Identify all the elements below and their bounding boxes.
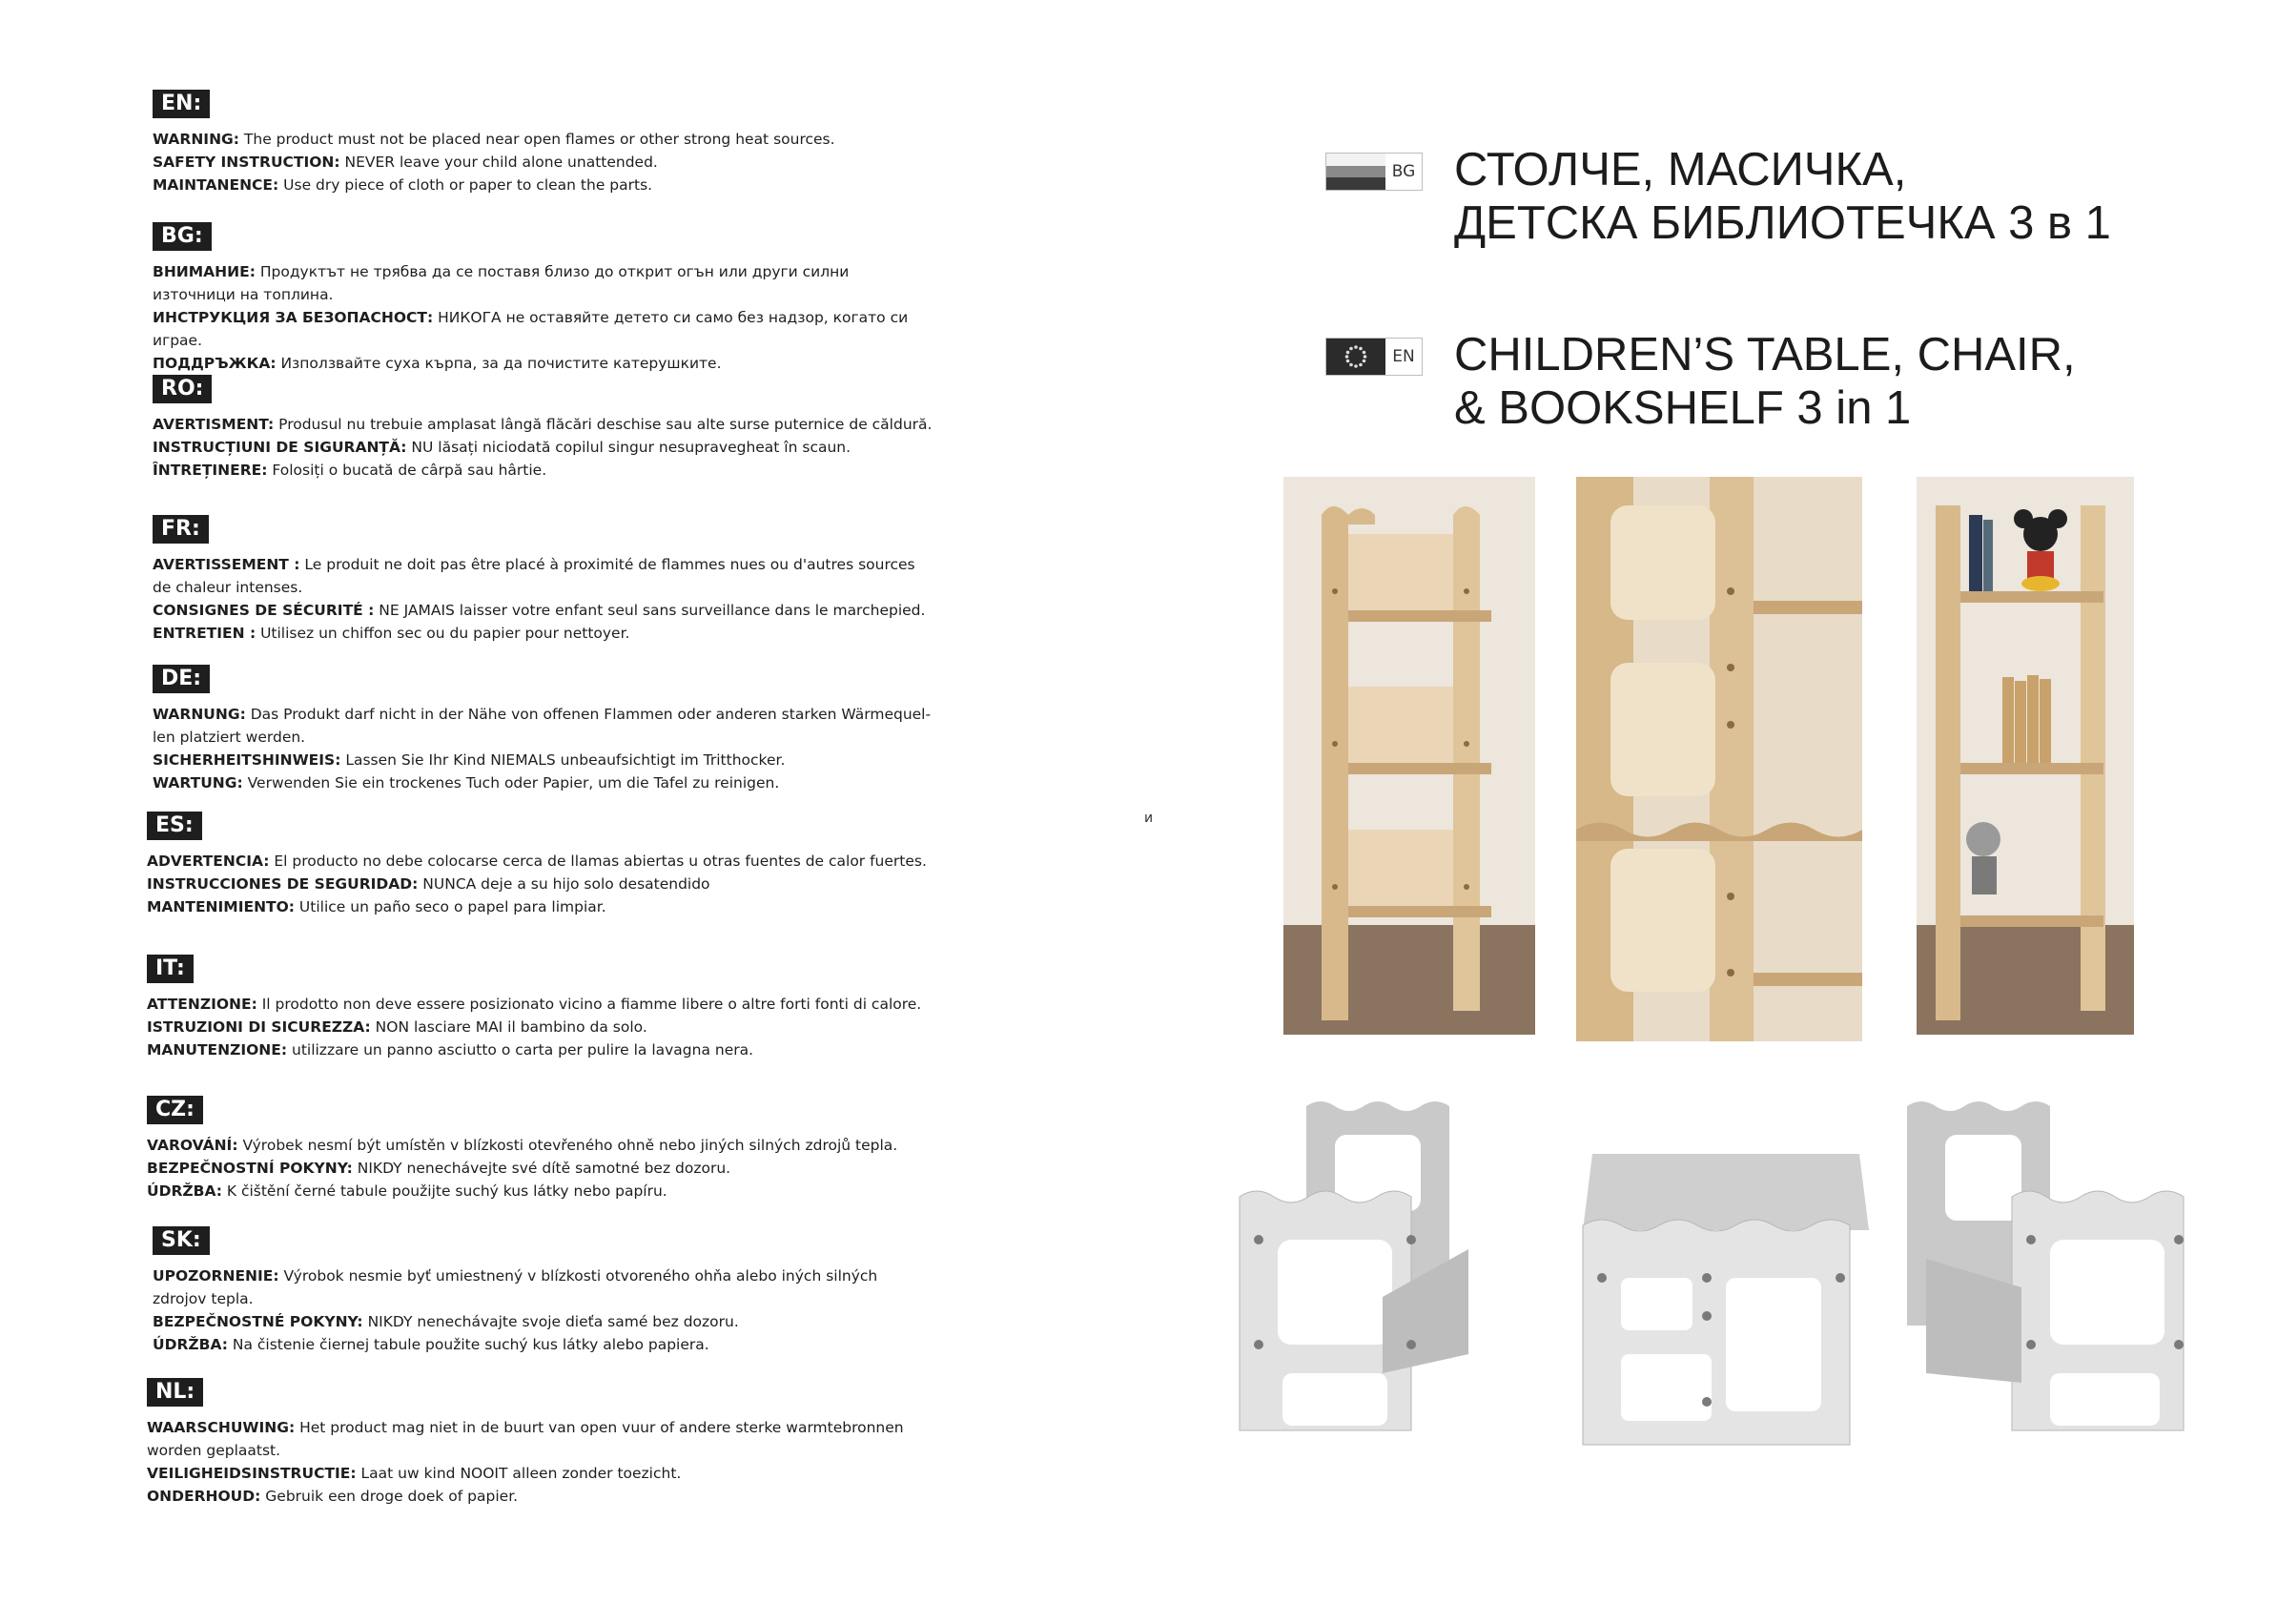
warning-line: WAARSCHUWING: Het product mag niet in de buurt van open vuur of andere sterke warmtebronnen worden geplaatst. bbox=[147, 1419, 904, 1459]
bookshelf-photo-with-toys bbox=[1917, 477, 2134, 1035]
lang-block-nl bbox=[147, 1378, 929, 1508]
bookshelf-toys-image bbox=[1917, 477, 2134, 1035]
warning-line: AVERTISMENT: Produsul nu trebuie amplasat lângă flăcări deschise sau alte surse puternice de căldură. bbox=[153, 416, 933, 433]
lang-tag: NL: bbox=[147, 1378, 203, 1407]
lang-tag: DE: bbox=[153, 665, 210, 693]
chair-right-image bbox=[1907, 1097, 2203, 1454]
maintenance-line: ONDERHOUD: Gebruik een droge doek of papier. bbox=[147, 1488, 519, 1505]
eu-flag-icon bbox=[1326, 339, 1385, 375]
safety-line: ИНСТРУКЦИЯ ЗА БЕЗОПАСНОСТ: НИКОГА не оставяйте детето си само без надзор, когато си играе. bbox=[153, 309, 909, 349]
warning-line: WARNING: The product must not be placed near open flames or other strong heat sources. bbox=[153, 131, 835, 148]
safety-line: SAFETY INSTRUCTION: NEVER leave your child alone unattended. bbox=[153, 154, 658, 171]
bulgaria-flag-icon bbox=[1326, 154, 1385, 190]
safety-line: CONSIGNES DE SÉCURITÉ : NE JAMAIS laisser votre enfant seul sans surveillance dans le marchepied. bbox=[153, 602, 926, 619]
maintenance-line: ÚDRŽBA: Na čistenie čiernej tabule použite suchý kus látky alebo papiera. bbox=[153, 1336, 709, 1353]
title-line: СТОЛЧЕ, МАСИЧКА, bbox=[1454, 144, 1907, 195]
bg-flag-badge bbox=[1325, 153, 1423, 191]
lang-block-de bbox=[153, 665, 934, 794]
lang-block-es bbox=[147, 812, 929, 918]
table-center-image bbox=[1573, 1135, 1888, 1464]
lang-tag: SK: bbox=[153, 1226, 210, 1255]
lang-block-bg bbox=[153, 222, 934, 375]
warning-line: ВНИМАНИЕ: Продуктът не трябва да се поставя близо до открит огън или други силни източници на топлина. bbox=[153, 263, 850, 303]
lang-tag: ES: bbox=[147, 812, 202, 840]
warning-line: VAROVÁNÍ: Výrobek nesmí být umístěn v blízkosti otevřeného ohně nebo jiných silných zdrojů tepla. bbox=[147, 1137, 898, 1154]
bookshelf-front-image bbox=[1283, 477, 1535, 1035]
title-line: ДЕТСКА БИБЛИОТЕЧКА 3 в 1 bbox=[1454, 197, 2111, 249]
lang-tag: FR: bbox=[153, 515, 209, 544]
lang-tag: RO: bbox=[153, 375, 212, 403]
maintenance-line: ENTRETIEN : Utilisez un chiffon sec ou du papier pour nettoyer. bbox=[153, 625, 630, 642]
warning-line: WARNUNG: Das Produkt darf nicht in der Nähe von offenen Flammen oder anderen starken Wärmequel-len platziert werden. bbox=[153, 706, 932, 746]
lang-block-sk bbox=[153, 1226, 934, 1356]
safety-line: BEZPEČNOSTNÍ POKYNY: NIKDY nenechávejte své dítě samotné bez dozoru. bbox=[147, 1160, 731, 1177]
en-flag-badge bbox=[1325, 338, 1423, 376]
lang-block-fr bbox=[153, 515, 934, 645]
safety-line: INSTRUCCIONES DE SEGURIDAD: NUNCA deje a su hijo solo desatendido bbox=[147, 875, 710, 893]
lang-tag: CZ: bbox=[147, 1096, 203, 1124]
maintenance-line: MAINTANENCE: Use dry piece of cloth or paper to clean the parts. bbox=[153, 176, 653, 194]
warning-line: UPOZORNENIE: Výrobok nesmie byť umiestnený v blízkosti otvoreného ohňa alebo iných silných zdrojov tepla. bbox=[153, 1267, 878, 1307]
bookshelf-photo-detail bbox=[1576, 477, 1862, 1041]
title-line: CHILDREN’S TABLE, CHAIR, bbox=[1454, 329, 2076, 380]
maintenance-line: ÚDRŽBA: K čištění černé tabule použijte suchý kus látky nebo papíru. bbox=[147, 1182, 667, 1200]
page-title-en bbox=[1454, 328, 2076, 435]
flag-code: BG bbox=[1391, 162, 1416, 181]
lang-block-en bbox=[153, 90, 934, 196]
maintenance-line: MANTENIMIENTO: Utilice un paño seco o papel para limpiar. bbox=[147, 898, 606, 915]
chair-render-right bbox=[1907, 1097, 2203, 1454]
lang-tag: IT: bbox=[147, 955, 194, 983]
bookshelf-photo-front bbox=[1283, 477, 1535, 1035]
maintenance-line: MANUTENZIONE: utilizzare un panno asciutto o carta per pulire la lavagna nera. bbox=[147, 1041, 754, 1059]
safety-line: ISTRUZIONI DI SICUREZZA: NON lasciare MAI il bambino da solo. bbox=[147, 1018, 647, 1036]
safety-line: SICHERHEITSHINWEIS: Lassen Sie Ihr Kind NIEMALS unbeaufsichtigt im Tritthocker. bbox=[153, 751, 786, 769]
flag-code: EN bbox=[1392, 347, 1415, 366]
lang-block-it bbox=[147, 955, 929, 1061]
lang-tag: BG: bbox=[153, 222, 212, 251]
title-line: & BOOKSHELF 3 in 1 bbox=[1454, 382, 1912, 434]
warning-line: ADVERTENCIA: El producto no debe colocarse cerca de llamas abiertas u otras fuentes de calor fuertes. bbox=[147, 853, 927, 870]
safety-line: BEZPEČNOSTNÉ POKYNY: NIKDY nenechávajte svoje dieťa samé bez dozoru. bbox=[153, 1313, 739, 1330]
bookshelf-detail-image bbox=[1576, 477, 1862, 1041]
lang-block-ro bbox=[153, 375, 934, 482]
maintenance-line: WARTUNG: Verwenden Sie ein trockenes Tuch oder Papier, um die Tafel zu reinigen. bbox=[153, 774, 780, 791]
safety-line: VEILIGHEIDSINSTRUCTIE: Laat uw kind NOOIT alleen zonder toezicht. bbox=[147, 1465, 682, 1482]
warning-line: ATTENZIONE: Il prodotto non deve essere posizionato vicino a fiamme libere o altre forti fonti di calore. bbox=[147, 996, 922, 1013]
page-title-bg bbox=[1454, 143, 2111, 250]
chair-left-image bbox=[1230, 1097, 1497, 1454]
maintenance-line: ПОДДРЪЖКА: Използвайте суха кърпа, за да почистите катерушките. bbox=[153, 355, 722, 372]
chair-render-left bbox=[1230, 1097, 1497, 1454]
table-render-center bbox=[1573, 1135, 1888, 1464]
warning-line: AVERTISSEMENT : Le produit ne doit pas être placé à proximité de flammes nues ou d'autres sources de chaleur intenses. bbox=[153, 556, 915, 596]
safety-line: INSTRUCȚIUNI DE SIGURANȚĂ: NU lăsați niciodată copilul singur nesupravegheat în scaun. bbox=[153, 439, 851, 456]
stray-mark: и bbox=[1144, 811, 1154, 826]
lang-block-cz bbox=[147, 1096, 929, 1203]
maintenance-line: ÎNTREȚINERE: Folosiți o bucată de cârpă sau hârtie. bbox=[153, 462, 547, 479]
lang-tag: EN: bbox=[153, 90, 210, 118]
